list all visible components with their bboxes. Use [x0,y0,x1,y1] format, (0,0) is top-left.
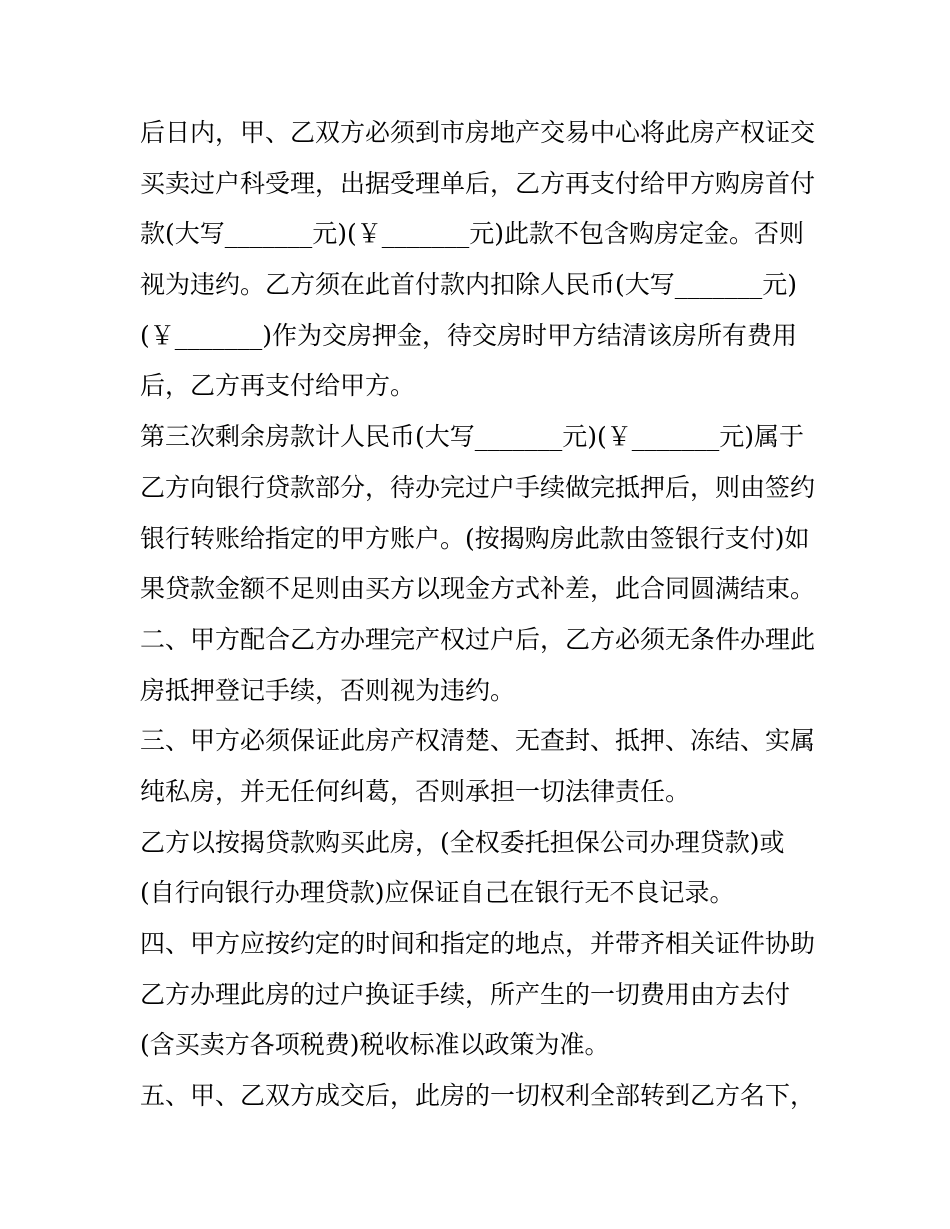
text-line-9: 银行转账给指定的甲方账户。(按揭购房此款由签银行支付)如 [140,523,810,553]
text-line-1: 后日内，甲、乙双方必须到市房地产交易中心将此房产权证交 [140,118,816,147]
text-line-16: (自行向银行办理贷款)应保证自己在银行无不良记录。 [140,878,735,908]
text-line-2: 买卖过户科受理，出据受理单后，乙方再支付给甲方购房首付 [140,168,816,198]
text-line-18: 乙方办理此房的过户换证手续，所产生的一切费用由方去付 [140,979,791,1009]
text-line-10: 果贷款金额不足则由买方以现金方式补差，此合同圆满结束。 [140,574,816,604]
text-line-14: 纯私房，并无任何纠葛，否则承担一切法律责任。 [140,776,691,806]
text-line-7: 第三次剩余房款计人民币(大写_______元)(￥_______元)属于 [140,422,805,452]
text-line-11: 二、甲方配合乙方办理完产权过户后，乙方必须无条件办理此 [140,624,816,654]
text-line-17: 四、甲方应按约定的时间和指定的地点，并带齐相关证件协助 [140,929,816,958]
text-line-19: (含买卖方各项税费)税收标准以政策为准。 [140,1030,610,1060]
text-line-15: 乙方以按揭贷款购买此房，(全权委托担保公司办理贷款)或 [140,827,785,857]
text-line-5: (￥_______)作为交房押金，待交房时甲方结清该房所有费用 [140,320,798,350]
text-line-8: 乙方向银行贷款部分，待办完过户手续做完抵押后，则由签约 [140,472,816,502]
text-line-13: 三、甲方必须保证此房产权清楚、无查封、抵押、冻结、实属 [140,726,816,756]
text-line-3: 款(大写_______元)(￥_______元)此款不包含购房定金。否则 [140,219,805,249]
text-line-6: 后，乙方再支付给甲方。 [140,371,416,401]
contract-body [140,108,820,1122]
text-line-12: 房抵押登记手续，否则视为违约。 [140,675,516,705]
text-line-4: 视为违约。乙方须在此首付款内扣除人民币(大写_______元) [140,270,798,300]
text-line-20: 五、甲、乙双方成交后，此房的一切权利全部转到乙方名下， [140,1081,816,1111]
